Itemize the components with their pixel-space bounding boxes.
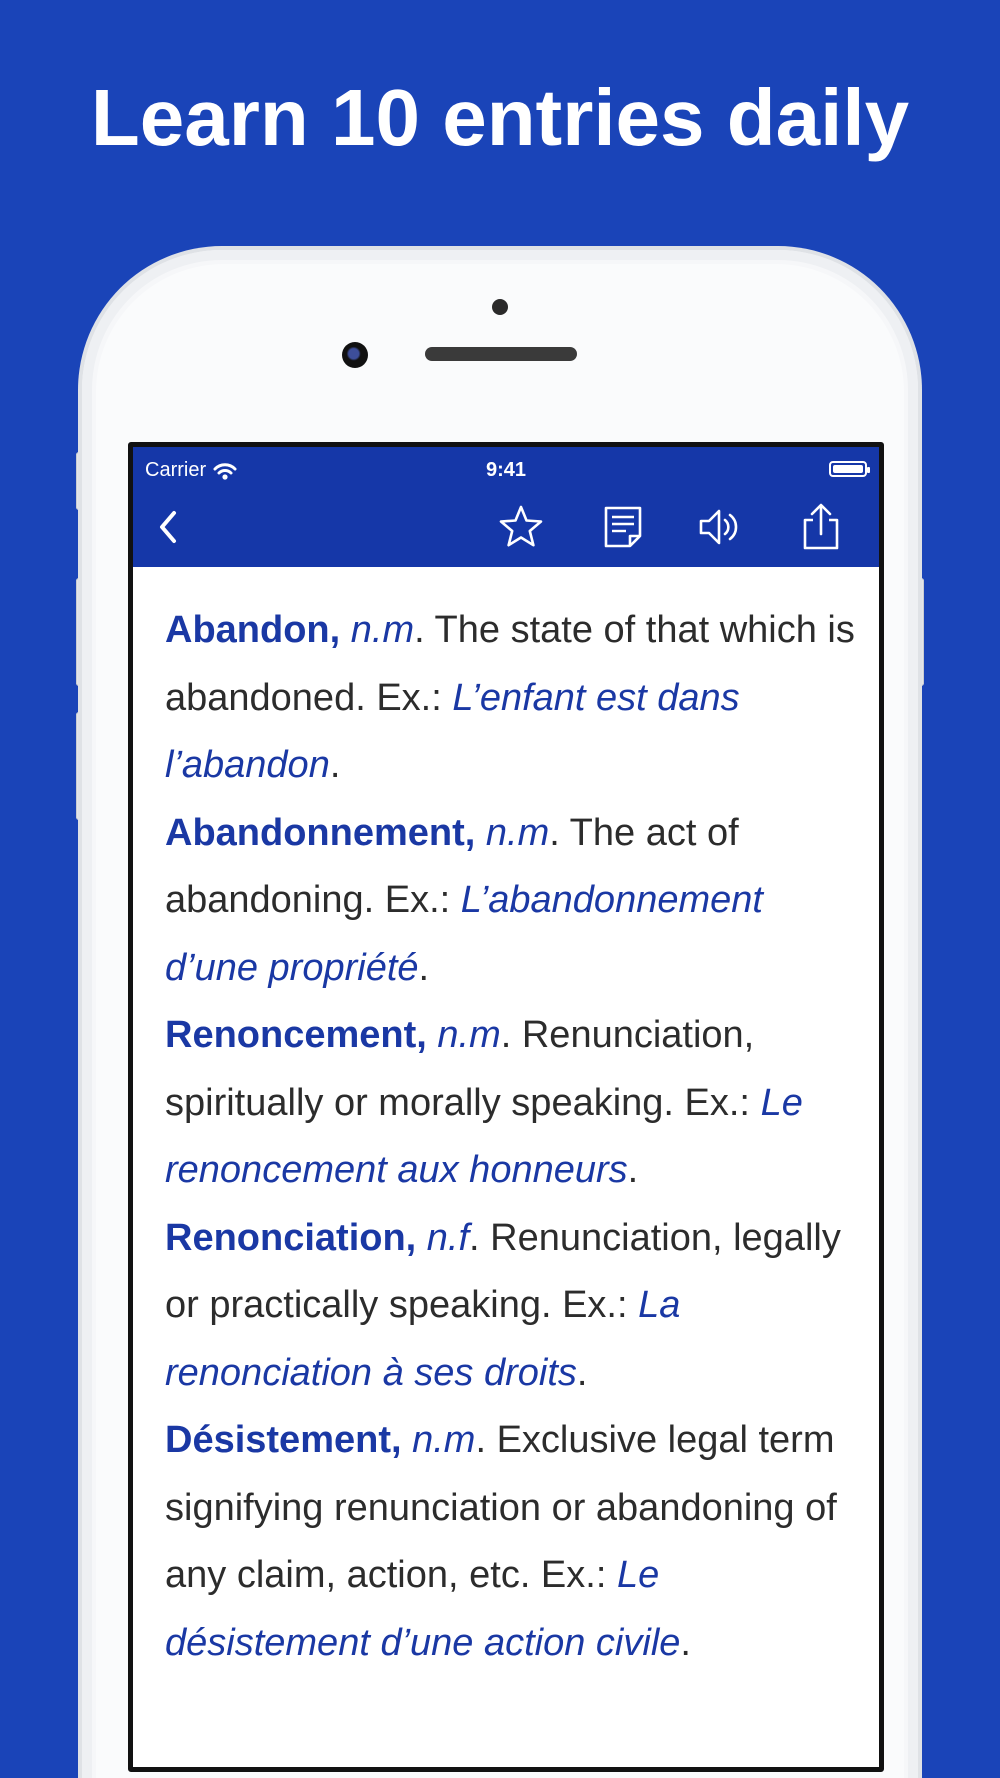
note-button[interactable] (599, 503, 647, 551)
status-time: 9:41 (485, 459, 527, 481)
pronounce-button[interactable] (695, 503, 743, 551)
entry-end: . (627, 1149, 639, 1191)
entry-part-of-speech: n.m (437, 1014, 501, 1056)
entry-term: Renoncement, (165, 1014, 427, 1056)
entry-example: L’enfant est dans l’abandon (165, 676, 740, 786)
proximity-sensor (492, 299, 508, 315)
share-button[interactable] (797, 503, 845, 551)
share-icon (799, 502, 843, 552)
entry-desistement[interactable] (165, 1407, 855, 1677)
entry-example: La renonciation à ses droits (165, 1284, 681, 1394)
earpiece-speaker (425, 347, 577, 361)
entry-term: Abandon, (165, 609, 341, 651)
entry-definition: . Exclusive legal term signifying renunciation or abandoning of any claim, action, etc. Ex.: (165, 1419, 837, 1596)
entry-end: . (329, 744, 341, 786)
entry-end: . (418, 946, 430, 989)
entry-abandon[interactable] (165, 597, 855, 800)
entry-renonciation[interactable] (165, 1205, 855, 1408)
entry-term: Désistement, (165, 1419, 402, 1461)
battery-icon (829, 461, 867, 477)
entry-part-of-speech: n.f (426, 1216, 470, 1259)
promo-headline: Learn 10 entries daily (90, 73, 910, 162)
favorite-button[interactable] (497, 503, 545, 551)
entry-part-of-speech: n.m (350, 609, 415, 651)
entry-definition: . The act of abandoning. Ex.: (165, 811, 739, 921)
entry-end: . (680, 1621, 691, 1664)
speaker-icon (695, 503, 743, 551)
carrier-label: Carrier (145, 459, 207, 481)
front-camera-icon (342, 342, 368, 368)
dictionary-entries (165, 597, 855, 1677)
entry-definition: . The state of that which is abandoned. Ex.: (165, 609, 855, 719)
entry-definition: . Renunciation, legally or practically speaking. Ex.: (165, 1216, 841, 1326)
entry-abandonnement[interactable] (165, 800, 855, 1003)
entry-example: L’abandonnement d’une propriété (165, 879, 763, 989)
status-bar (133, 459, 879, 485)
back-chevron-icon (154, 507, 184, 547)
battery-level (833, 465, 863, 473)
note-icon (601, 504, 645, 550)
phone-screen (128, 442, 884, 1772)
entry-term: Renonciation, (165, 1216, 417, 1259)
app-navigation-bar (133, 447, 879, 567)
entry-example: Le renoncement aux honneurs (165, 1081, 803, 1191)
star-icon (497, 503, 545, 551)
entry-end: . (576, 1351, 588, 1394)
entry-definition: . Renunciation, spiritually or morally speaking. Ex.: (165, 1014, 761, 1124)
entry-example: Le désistement d’une action civile (165, 1554, 681, 1664)
back-button[interactable] (145, 503, 193, 551)
entry-term: Abandonnement, (165, 811, 476, 854)
entry-part-of-speech: n.m (485, 811, 550, 854)
entry-renoncement[interactable] (165, 1002, 855, 1205)
entry-part-of-speech: n.m (412, 1419, 476, 1461)
